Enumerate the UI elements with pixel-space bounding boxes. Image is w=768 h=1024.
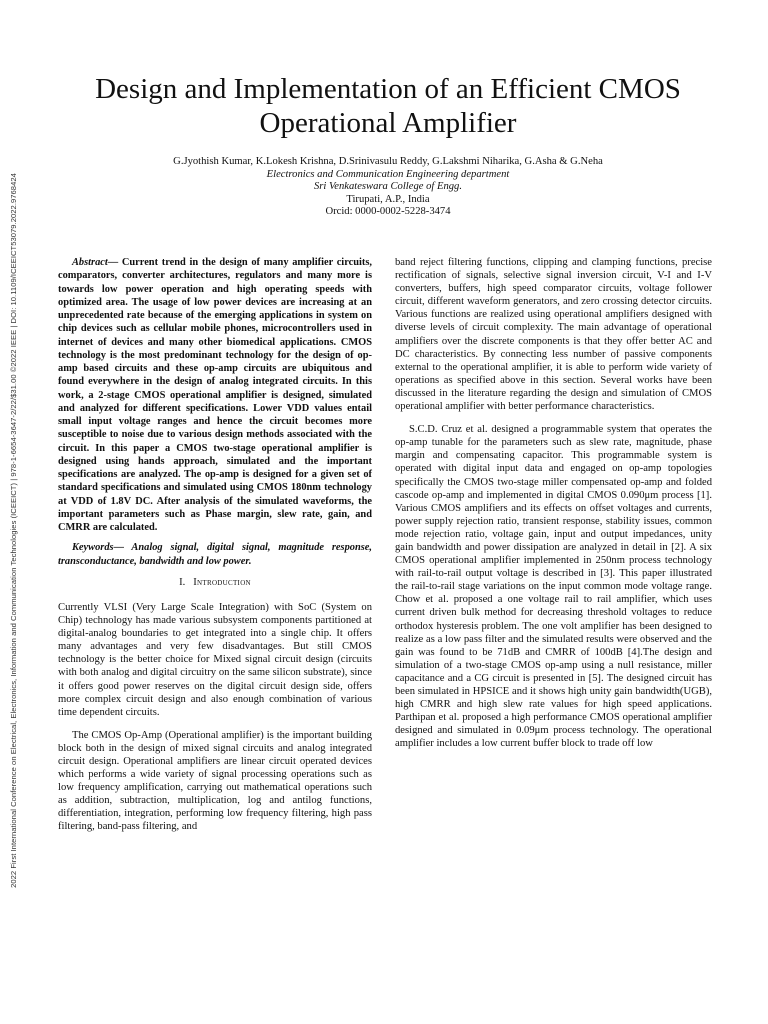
section-title: Introduction — [193, 576, 251, 588]
college: Sri Venkateswara College of Engg. — [313, 181, 462, 193]
abstract-lead: Abstract — [72, 257, 108, 268]
paragraph: The CMOS Op-Amp (Operational amplifier) is the important building block both in the design of mixed signal circuits and analog integrated circuit design. Operational amplifiers are linear circuit operated devices which performs a wide variety of signal processing operations such as low frequency amplification, carrying out mathematical operations such as addition, subtraction, multiplication, log and antilog functions, differentiation, integration, performing low frequency filtering, high pass filtering, band-pass filtering, and — [58, 729, 372, 833]
paragraph: Currently VLSI (Very Large Scale Integration) with SoC (System on Chip) technology has made various subsystem components partitioned at digital-analog boundaries to get integrated into a single chip. It offers many advantages and very few disadvantages. But still CMOS technology is the better choice for Mixed signal circuit design (circuits with both analog and digital circuitry on the same silicon substrate), since it offers good power reserves on the digital circuit design side, offers more complex circuit design and also enough combination of various time dependent circuits. — [58, 601, 372, 718]
conference-citation: 2022 First International Conference on Electrical, Electronics, Information and Communication Technologies (ICEEICT) | 978-1-6654-3647-2/22/$31.00 ©2022 IEEE | DOI: 10.1109/ICEEICT53079.2022.9768424 — [8, 172, 18, 888]
paragraph: S.C.D. Cruz et al. designed a programmable system that operates the op-amp tunable for the parameters such as slew rate, magnitude, phase margin and compensating capacitor. This programmable system is operated with digital input data and engaged on op-amp topologies specifically the CMOS two-stage miller compensated op-amp and folded cascode op-amp and implemented in digital CMOS 0.090μm process [1]. Various CMOS amplifiers and its effects on offset voltages and currents, power supply rejection ratio, transient response, stability issues, common mode rejection ratio, voltage gain, input and output impedances, unity gain bandwidth and power dissipation are analyzed in detail in [2]. A six CMOS operational amplifier implemented in 250nm process technology with rail-to-rail output voltage is described in [3]. This paper illustrated the rail-to-rail stage variations on the input common mode voltage range. Chow et al. proposed a one voltage rail to rail amplifier, which uses current driven bulk method for decreasing threshold voltages to reduce orthodox hysteresis problem. The one volt amplifier has been designed to realize as a low pass filter and the simulated results were observed and the gain was found to be 71dB and CMRR of 100dB [4].The design and simulation of a two-stage CMOS op-amp using a null resistance, miller capacitance and a CG circuit is presented in [5]. The designed circuit has been simulated in HPSICE and it shows high unity gain bandwidth(UGB), high CMRR and high slew rate values for high speed applications. Parthipan et al. proposed a high performance CMOS operational amplifier designed and simulated in 0.09μm process technology. The operational amplifier includes a low current buffer block to trade off low — [395, 424, 712, 750]
paragraph: band reject filtering functions, clipping and clamping functions, precise rectification of signals, selective signal inversion circuit, V-I and I-V converters, buffers, high speed comparator circuits, voltage follower circuit, different waveform generators, and zero crossing detector circuits. Various functions are realized using operational amplifiers designed with diverse levels of circuit complexity. The main advantage of operational amplifiers over the discrete components is that they offer better AC and DC characteristics. By connecting less number of passive components external to the operational amplifier, it is able to perform wide variety of operations as specified above in this section. Several works have been discussed in the literature regarding the design and simulation of CMOS operational amplifier with better performance characteristics. — [395, 257, 712, 413]
location: Tirupati, A.P., India — [346, 193, 430, 205]
left-column — [58, 256, 372, 834]
section-number: I. — [179, 576, 186, 588]
abstract — [58, 256, 372, 534]
paper-title — [60, 72, 716, 140]
orcid: Orcid: 0000-0002-5228-3474 — [325, 206, 451, 218]
keywords: Keywords— Analog signal, digital signal, magnitude response, transconductance, bandwidth and low power. — [58, 542, 372, 567]
conference-sidebar — [4, 70, 22, 990]
section-heading-introduction — [58, 576, 372, 589]
title-line-1: Design and Implementation of an Efficient CMOS — [95, 73, 681, 105]
title-line-2: Operational Amplifier — [259, 107, 517, 139]
author-block — [60, 156, 716, 219]
author-names: G.Jyothish Kumar, K.Lokesh Krishna, D.Srinivasulu Reddy, G.Lakshmi Niharika, G.Asha & G.Neha — [173, 156, 603, 167]
abstract-body: — Current trend in the design of many amplifier circuits, comparators, converter architectures, regulators and many more is towards low power operation and high operating speeds with optimized area. The usage of low power devices are increasing at an unprecedented rate because of the emerging applications in system on chip devices such as cellular mobile phones, microcontrollers used in internet of devices and many other biomedical applications. CMOS technology is the most predominant technology for the design of op-amp based circuits and these op-amp circuits are ubiquitous and found everywhere in the design of analog integrated circuits. In this work, a 2-stage CMOS operational amplifier is designed, simulated and analyzed for different specifications. Lower VDD values entail small input voltage ranges and hence the circuit becomes more susceptible to noise due to various design methods associated with the circuit. In this paper a CMOS two-stage operational amplifier is designed using hands approach, simulated and the important specifications are analyzed. The op-amp is designed for a given set of standard specifications and simulated using CMOS 180nm technology at VDD of 1.8V DC. After analysis of the simulated waveforms, the important parameters such as Phase margin, slew rate, gain, and CMRR are calculated. — [58, 257, 372, 533]
department: Electronics and Communication Engineering department — [266, 168, 510, 180]
right-column — [395, 256, 712, 750]
